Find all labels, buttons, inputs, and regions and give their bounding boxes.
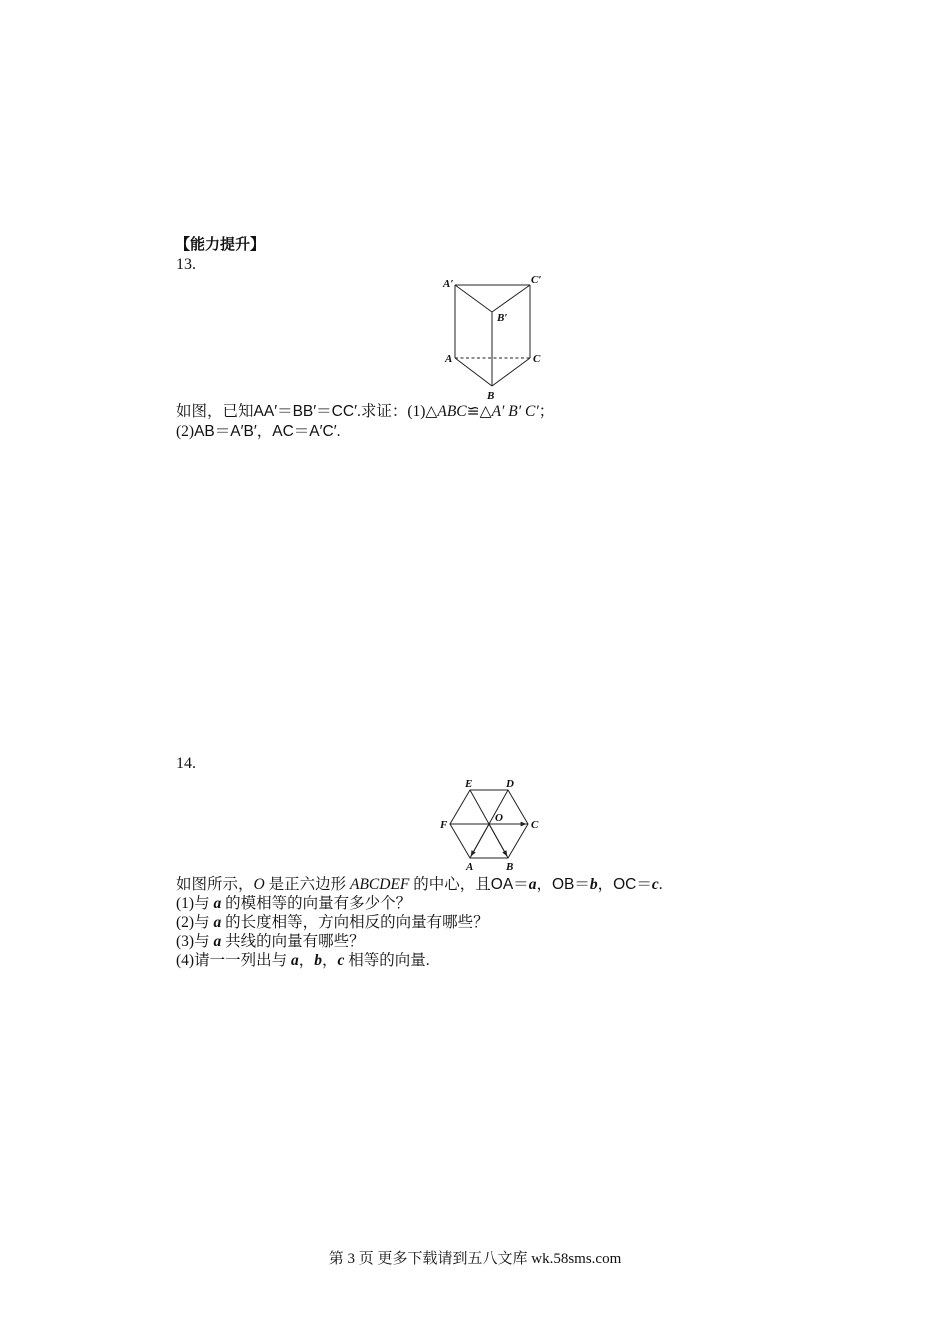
q13-congruent-symbol: ≌△ bbox=[466, 403, 492, 420]
q13-prove-text: .求证：(1)△ bbox=[356, 403, 438, 420]
q14-comma-2: ， bbox=[597, 876, 614, 893]
label-o: O bbox=[495, 812, 503, 824]
q14-sub4-vector-c: c bbox=[337, 952, 345, 969]
q14-text-1: 是正六边形 bbox=[264, 876, 350, 893]
q14-sub4-comma-1: ， bbox=[298, 952, 315, 969]
q14-sub1-post: 的模相等的向量有多少个？ bbox=[221, 895, 412, 912]
q14-vector-a: a bbox=[528, 876, 537, 893]
q14-sub2-vector-a: a bbox=[213, 914, 222, 931]
label-c-prime: C′ bbox=[531, 274, 542, 286]
q14-oc: OC＝ bbox=[613, 876, 652, 893]
edge-a-b bbox=[455, 358, 492, 386]
q13-part2-label: (2) bbox=[176, 423, 195, 440]
label-b: B bbox=[487, 390, 495, 402]
q14-text-2: 的中心，且 bbox=[409, 876, 491, 893]
label-e: E bbox=[465, 778, 473, 790]
label-c: C bbox=[531, 819, 539, 831]
label-b-prime: B′ bbox=[497, 312, 508, 324]
q14-hexagon-name: ABCDEF bbox=[349, 876, 410, 893]
question-13-text-line-1 bbox=[176, 399, 554, 421]
edge-c-prime-b-prime bbox=[492, 285, 530, 312]
label-a: A bbox=[445, 353, 453, 365]
hexagon-figure bbox=[430, 775, 550, 875]
label-c: C bbox=[533, 353, 541, 365]
prism-figure bbox=[430, 268, 560, 403]
q13-triangle-abc-prime: A′ B′ C′ bbox=[491, 403, 539, 420]
q13-eq-ab: AB＝A′B′ bbox=[194, 423, 257, 440]
q14-sub3-post: 共线的向量有哪些？ bbox=[221, 933, 365, 950]
q13-semicolon: ； bbox=[538, 403, 555, 420]
label-d: D bbox=[506, 778, 514, 790]
q14-sub2-post: 的长度相等，方向相反的向量有哪些？ bbox=[221, 914, 489, 931]
q13-period: . bbox=[336, 423, 341, 440]
label-a-prime: A′ bbox=[443, 278, 454, 290]
q14-sub1-pre: (1)与 bbox=[176, 895, 214, 912]
q14-sub4-pre: (4)请一一列出与 bbox=[176, 952, 291, 969]
q14-period: . bbox=[658, 876, 663, 893]
q14-vector-b: b bbox=[589, 876, 598, 893]
question-13-number: 13. bbox=[176, 256, 196, 273]
q13-given-equality: AA′＝BB′＝CC′ bbox=[253, 403, 357, 420]
label-b: B bbox=[506, 861, 514, 873]
q14-sub2-pre: (2)与 bbox=[176, 914, 214, 931]
page-footer: 第 3 页 更多下载请到五八文库 wk.58sms.com bbox=[328, 1251, 622, 1267]
q13-eq-ac: AC＝A′C′ bbox=[272, 423, 337, 440]
label-a: A bbox=[466, 861, 474, 873]
q14-vector-c: c bbox=[651, 876, 659, 893]
q14-sub4-vector-b: b bbox=[314, 952, 322, 969]
edge-c-b bbox=[492, 358, 530, 386]
question-13-text-line-2 bbox=[176, 419, 341, 441]
edge-a-prime-b-prime bbox=[455, 285, 492, 312]
question-14-number: 14. bbox=[176, 755, 196, 772]
q14-sub4-comma-2: ， bbox=[321, 952, 338, 969]
q14-ob: OB＝ bbox=[551, 876, 590, 893]
section-title: 【能力提升】 bbox=[175, 235, 266, 253]
q13-comma: ， bbox=[256, 423, 273, 440]
q14-subquestion-4 bbox=[176, 948, 430, 970]
label-f: F bbox=[440, 819, 448, 831]
q13-prefix: 如图，已知 bbox=[176, 403, 254, 420]
q14-sub4-post: 相等的向量. bbox=[344, 952, 430, 969]
q14-sub1-vector-a: a bbox=[213, 895, 222, 912]
q14-sub3-pre: (3)与 bbox=[176, 933, 214, 950]
vector-oa bbox=[471, 824, 489, 856]
vector-ob bbox=[489, 824, 507, 856]
q14-comma-1: ， bbox=[536, 876, 552, 893]
q14-center-o: O bbox=[253, 876, 265, 893]
q14-sub3-vector-a: a bbox=[213, 933, 222, 950]
q14-oa: OA＝ bbox=[490, 876, 529, 893]
q14-sub4-vector-a: a bbox=[290, 952, 299, 969]
q13-triangle-abc: ABC bbox=[437, 403, 467, 420]
q14-prefix: 如图所示， bbox=[176, 876, 254, 893]
